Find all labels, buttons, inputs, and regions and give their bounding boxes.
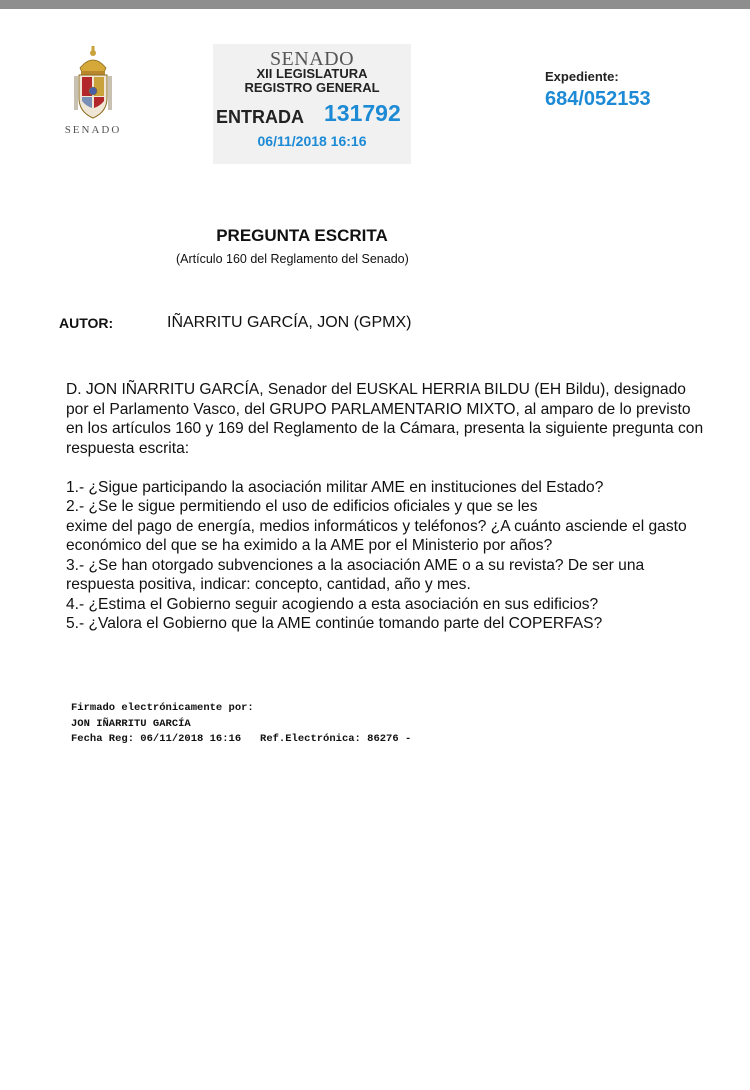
intro-paragraph: D. JON IÑARRITU GARCÍA, Senador del EUSKAL HERRIA BILDU (EH Bildu), designado por el Parlamento Vasco, del GRUPO PARLAMENTARIO MIXTO, al amparo de lo previsto en los artículos 160 y 169 del Reglamento de la Cámara, presenta la siguiente pregunta con respuesta escrita: bbox=[66, 381, 704, 457]
stamp-datetime: 06/11/2018 16:16 bbox=[257, 133, 367, 149]
top-border bbox=[0, 0, 750, 9]
signature-line-2: JON IÑARRITU GARCÍA bbox=[71, 717, 191, 730]
expediente-label: Expediente: bbox=[545, 69, 619, 84]
registry-stamp bbox=[213, 44, 411, 164]
signature-line-3: Fecha Reg: 06/11/2018 16:16 Ref.Electrónica: 86276 - bbox=[71, 733, 412, 745]
coat-of-arms-icon bbox=[71, 46, 115, 122]
question-5: 5.- ¿Valora el Gobierno que la AME continúe tomando parte del COPERFAS? bbox=[66, 615, 603, 632]
page-title: PREGUNTA ESCRITA bbox=[216, 226, 388, 245]
question-2: 2.- ¿Se le sigue permitiendo el uso de edificios oficiales y que se les bbox=[66, 498, 538, 515]
expediente-value: 684/052153 bbox=[545, 88, 651, 110]
stamp-registro: REGISTRO GENERAL bbox=[244, 80, 380, 95]
question-4: 4.- ¿Estima el Gobierno seguir acogiendo a esta asociación en sus edificios? bbox=[66, 595, 599, 613]
autor-label: AUTOR: bbox=[59, 315, 114, 331]
page-subtitle: (Artículo 160 del Reglamento del Senado) bbox=[176, 252, 409, 266]
stamp-entrada-label: ENTRADA bbox=[216, 107, 304, 127]
autor-value: IÑARRITU GARCÍA, JON (GPMX) bbox=[167, 314, 412, 331]
electronic-signature bbox=[71, 701, 411, 748]
logo-label: SENADO bbox=[64, 124, 122, 136]
question-1: 1.- ¿Sigue participando la asociación militar AME en instituciones del Estado? bbox=[66, 478, 604, 496]
question-3: 3.- ¿Se han otorgado subvenciones a la asociación AME o a su revista? De ser una respuesta positiva, indicar: concepto, cantidad, año y mes. bbox=[66, 556, 645, 593]
signature-line-1: Firmado electrónicamente por: bbox=[71, 702, 254, 714]
question-2-continued: exime del pago de energía, medios informáticos y teléfonos? ¿A cuánto asciende el gasto económico del que se ha eximido a la AME por el Ministerio por años? bbox=[66, 517, 687, 554]
stamp-legislatura: XII LEGISLATURA bbox=[256, 66, 368, 81]
document-body bbox=[66, 380, 706, 634]
stamp-entrada-number: 131792 bbox=[324, 100, 401, 126]
senado-logo bbox=[58, 46, 128, 140]
stamp-title: SENADO bbox=[269, 48, 355, 70]
